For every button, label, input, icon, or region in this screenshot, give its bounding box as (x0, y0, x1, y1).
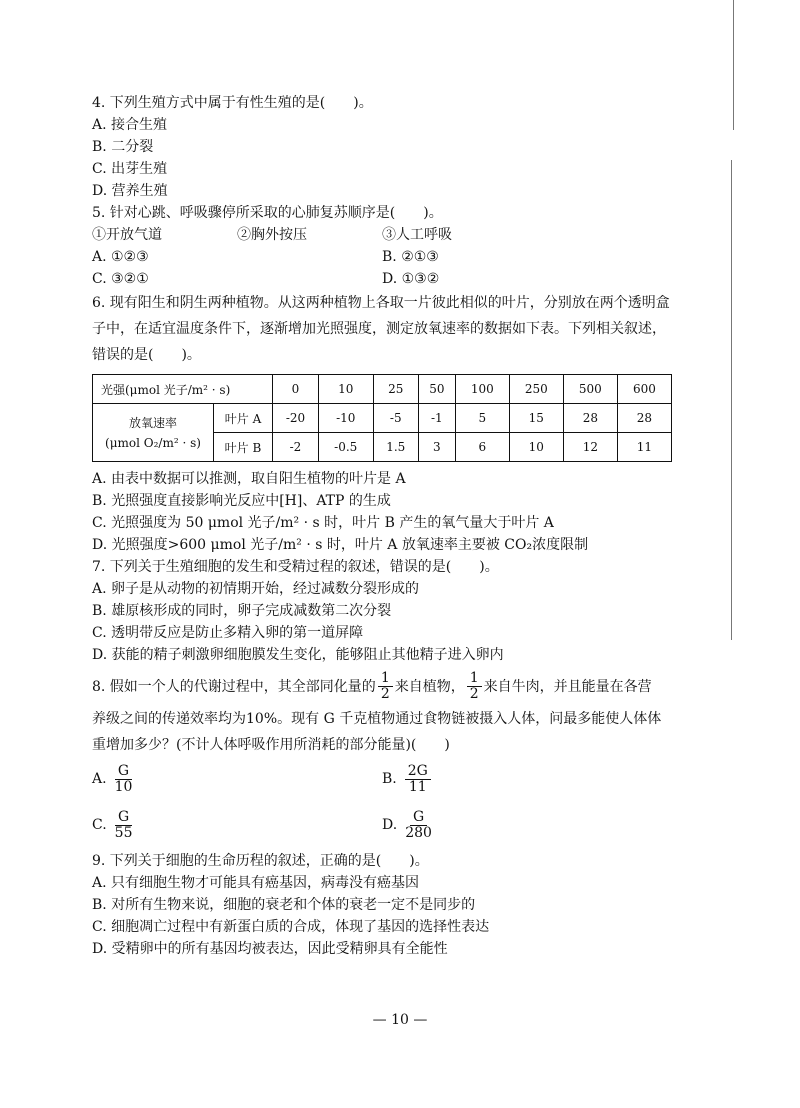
fraction-denominator: 2 (380, 685, 390, 702)
q9-stem: 9. 下列关于细胞的生命历程的叙述，正确的是( )。 (92, 853, 429, 869)
q8-option-b (382, 758, 672, 800)
q7-option-d: D. 获能的精子刺激卵细胞膜发生变化，能够阻止其他精子进入卵内 (92, 647, 504, 663)
q4-option-c: C. 出芽生殖 (92, 161, 168, 177)
q8-options-row-1 (92, 758, 672, 804)
q5-option-c: C. ③②① (92, 271, 149, 287)
fraction-denominator: 10 (114, 778, 133, 795)
q4-option-d: D. 营养生殖 (92, 183, 168, 199)
option-fraction (115, 764, 133, 795)
table-cell: -1 (418, 404, 455, 433)
fraction-numerator: 1 (467, 671, 482, 687)
q8-options-row-2 (92, 804, 672, 850)
table-cell: 0 (273, 375, 319, 404)
table-cell: 10 (318, 375, 373, 404)
table-cell: 28 (617, 404, 671, 433)
q8-option-d (382, 804, 672, 846)
fraction-numerator: G (410, 810, 427, 826)
table-cell: 5 (455, 404, 509, 433)
q5-stem: 5. 针对心跳、呼吸骤停所采取的心肺复苏顺序是( )。 (92, 205, 443, 221)
q4-option-b: B. 二分裂 (92, 139, 154, 155)
table-cell: 11 (617, 433, 671, 462)
q5-option-b: B. ②①③ (382, 249, 439, 265)
q8-part-2: 来自植物， (394, 679, 465, 695)
q7-stem: 7. 下列关于生殖细胞的发生和受精过程的叙述，错误的是( )。 (92, 559, 499, 575)
fraction-numerator: G (115, 764, 132, 780)
q9-option-c: C. 细胞凋亡过程中有新蛋白质的合成，体现了基因的选择性表达 (92, 919, 490, 935)
table-cell: 15 (509, 404, 563, 433)
scan-edge-line (733, 0, 734, 130)
q6-option-d: D. 光照强度>600 μmol 光子/m² · s 时，叶片 A 放氧速率主要被 CO₂浓度限制 (92, 537, 589, 553)
table-cell: -0.5 (318, 433, 373, 462)
table-cell: 1.5 (373, 433, 418, 462)
option-fraction (405, 764, 431, 795)
leaf-a-label: 叶片 A (214, 404, 273, 433)
q6-option-b: B. 光照强度直接影响光反应中[H]、ATP 的生成 (92, 493, 391, 509)
fraction-numerator: 1 (378, 671, 393, 687)
rate-label (93, 404, 214, 462)
q7-option-a: A. 卵子是从动物的初情期开始，经过减数分裂形成的 (92, 581, 420, 597)
table-header-row (93, 375, 672, 404)
table-cell: -10 (318, 404, 373, 433)
fraction-numerator: 2G (405, 764, 431, 780)
table-cell: -2 (273, 433, 319, 462)
table-cell: 600 (617, 375, 671, 404)
q8-part-1: 8. 假如一个人的代谢过程中，其全部同化量的 (92, 679, 376, 695)
table-cell: 25 (373, 375, 418, 404)
fraction-denominator: 280 (405, 824, 432, 841)
table-cell: 10 (509, 433, 563, 462)
fraction-numerator: G (115, 810, 132, 826)
q8-stem-line (92, 666, 672, 706)
q7-option-c: C. 透明带反应是防止多精入卵的第一道屏障 (92, 625, 364, 641)
rate-label-line-2: (μmol O₂/m² · s) (105, 435, 201, 450)
q5-item-1: ①开放气道 (92, 227, 162, 243)
table-cell: 250 (509, 375, 563, 404)
q4-option-a: A. 接合生殖 (92, 117, 168, 133)
rate-label-line-1: 放氧速率 (128, 415, 177, 430)
leaf-b-label: 叶片 B (214, 433, 273, 462)
q5-option-d: D. ①③② (382, 271, 440, 287)
q5-options-row-1 (92, 246, 672, 268)
q4-stem: 4. 下列生殖方式中属于有性生殖的是( )。 (92, 95, 373, 111)
fraction-denominator: 55 (114, 824, 133, 841)
q8-stem-rest: 养级之间的传递效率均为10%。现有 G 千克植物通过食物链被摄入人体，问最多能使人体体重增加多少？(不计人体呼吸作用所消耗的部分能量)( ) (92, 711, 662, 753)
q6-stem: 6. 现有阳生和阴生两种植物。从这两种植物上各取一片彼此相似的叶片，分别放在两个透明盒子中，在适宜温度条件下，逐渐增加光照强度，测定放氧速率的数据如下表。下列相关叙述，错误的是( )。 (92, 295, 670, 363)
q5-options-row-2 (92, 268, 672, 290)
option-label: C. (92, 817, 107, 833)
option-label: B. (382, 771, 397, 787)
table-cell: 100 (455, 375, 509, 404)
scan-edge-line-lower (731, 160, 732, 640)
q5-item-3: ③人工呼吸 (382, 227, 452, 243)
q9-option-b: B. 对所有生物来说，细胞的衰老和个体的衰老一定不是同步的 (92, 897, 476, 913)
q5-option-a: A. ①②③ (92, 249, 149, 265)
table-cell: 28 (563, 404, 617, 433)
q6-option-a: A. 由表中数据可以推测，取自阳生植物的叶片是 A (92, 471, 406, 487)
table-cell: -20 (273, 404, 319, 433)
q8-option-a (92, 758, 382, 800)
table-row-leaf-a (93, 404, 672, 433)
fraction-half (378, 671, 393, 702)
fraction-half-2 (467, 671, 482, 702)
table-cell: 12 (563, 433, 617, 462)
table-cell: -5 (373, 404, 418, 433)
q8-option-c (92, 804, 382, 846)
light-header: 光强(μmol 光子/m² · s) (93, 375, 273, 404)
q5-item-2: ②胸外按压 (237, 227, 307, 243)
option-label: D. (382, 817, 398, 833)
q5-items (92, 224, 672, 246)
option-fraction (115, 810, 133, 841)
option-fraction (405, 810, 432, 841)
fraction-denominator: 2 (469, 685, 479, 702)
exam-page (92, 92, 672, 960)
table-cell: 6 (455, 433, 509, 462)
fraction-denominator: 11 (408, 778, 427, 795)
q6-option-c: C. 光照强度为 50 μmol 光子/m² · s 时，叶片 B 产生的氧气量大于叶片 A (92, 515, 554, 531)
q6-data-table (92, 374, 672, 462)
option-label: A. (92, 771, 107, 787)
q8-part-3: 来自牛肉，并且能量在各营 (483, 679, 652, 695)
q9-option-a: A. 只有细胞生物才可能具有癌基因，病毒没有癌基因 (92, 875, 420, 891)
q9-option-d: D. 受精卵中的所有基因均被表达，因此受精卵具有全能性 (92, 941, 448, 957)
table-cell: 500 (563, 375, 617, 404)
page-number: — 10 — (372, 1012, 428, 1028)
q7-option-b: B. 雄原核形成的同时，卵子完成减数第二次分裂 (92, 603, 392, 619)
table-cell: 3 (418, 433, 455, 462)
table-cell: 50 (418, 375, 455, 404)
